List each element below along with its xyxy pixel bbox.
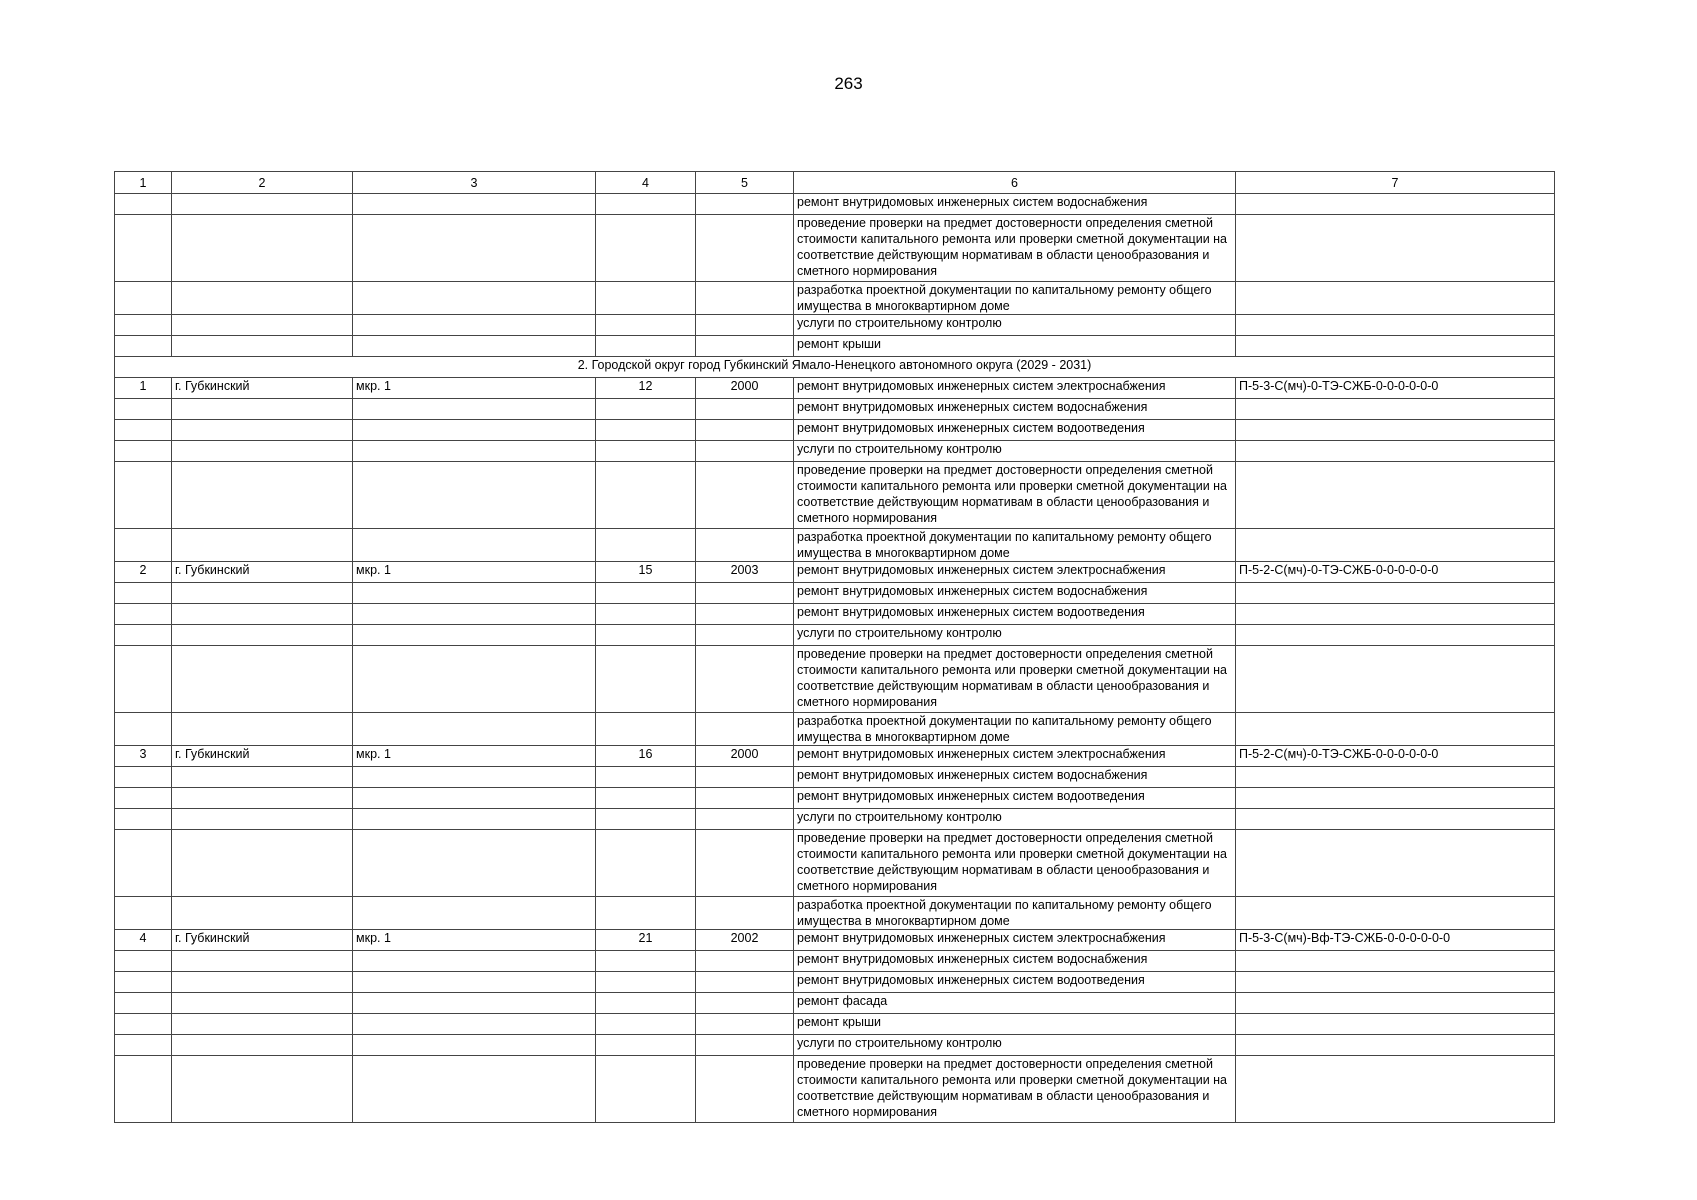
- cell-build-year: [696, 809, 794, 830]
- cell-building-code: [1236, 215, 1555, 282]
- table-row: [115, 1056, 1555, 1123]
- table-row: [115, 897, 1555, 930]
- cell-street: [353, 809, 596, 830]
- table-row: [115, 951, 1555, 972]
- cell-building-code: [1236, 1035, 1555, 1056]
- table-row: [115, 972, 1555, 993]
- cell-house-number: [596, 282, 696, 315]
- cell-street: [353, 315, 596, 336]
- cell-settlement: [172, 315, 353, 336]
- table-row: [115, 993, 1555, 1014]
- cell-street: [353, 625, 596, 646]
- cell-house-number: [596, 993, 696, 1014]
- cell-street: мкр. 1: [353, 562, 596, 583]
- cell-settlement: [172, 1056, 353, 1123]
- cell-build-year: [696, 1035, 794, 1056]
- cell-house-number: 21: [596, 930, 696, 951]
- cell-row-number: [115, 399, 172, 420]
- cell-build-year: [696, 315, 794, 336]
- cell-settlement: [172, 767, 353, 788]
- table-row: [115, 767, 1555, 788]
- cell-house-number: [596, 788, 696, 809]
- cell-street: [353, 1056, 596, 1123]
- page-number: 263: [834, 74, 863, 93]
- cell-street: [353, 646, 596, 713]
- cell-house-number: [596, 646, 696, 713]
- cell-house-number: [596, 315, 696, 336]
- cell-row-number: [115, 788, 172, 809]
- cell-building-code: П-5-3-С(мч)-Вф-ТЭ-СЖБ-0-0-0-0-0-0: [1236, 930, 1555, 951]
- cell-build-year: [696, 625, 794, 646]
- cell-row-number: [115, 282, 172, 315]
- cell-street: [353, 194, 596, 215]
- cell-build-year: [696, 441, 794, 462]
- table-body: [115, 172, 1555, 1123]
- cell-build-year: [696, 951, 794, 972]
- cell-building-code: [1236, 282, 1555, 315]
- section-row: [115, 357, 1555, 378]
- cell-street: мкр. 1: [353, 746, 596, 767]
- cell-build-year: [696, 830, 794, 897]
- cell-row-number: [115, 420, 172, 441]
- cell-street: [353, 993, 596, 1014]
- cell-row-number: [115, 1056, 172, 1123]
- table-row: [115, 830, 1555, 897]
- cell-work-type: разработка проектной документации по капитальному ремонту общего имущества в многоквартирном доме: [794, 282, 1236, 315]
- cell-street: [353, 462, 596, 529]
- header-cell-5: 5: [696, 172, 794, 194]
- cell-house-number: [596, 399, 696, 420]
- cell-settlement: [172, 529, 353, 562]
- cell-building-code: [1236, 529, 1555, 562]
- cell-house-number: [596, 767, 696, 788]
- cell-house-number: [596, 215, 696, 282]
- cell-work-type: проведение проверки на предмет достоверности определения сметной стоимости капитального ремонта или проверки сметной документации на соответствие действующим нормативам в области ценообразования и сметного нормирования: [794, 462, 1236, 529]
- cell-settlement: [172, 713, 353, 746]
- cell-building-code: [1236, 583, 1555, 604]
- cell-row-number: [115, 315, 172, 336]
- cell-work-type: разработка проектной документации по капитальному ремонту общего имущества в многоквартирном доме: [794, 897, 1236, 930]
- cell-work-type: услуги по строительному контролю: [794, 625, 1236, 646]
- cell-house-number: [596, 972, 696, 993]
- table-row: [115, 788, 1555, 809]
- cell-house-number: 16: [596, 746, 696, 767]
- cell-build-year: [696, 1056, 794, 1123]
- cell-row-number: [115, 972, 172, 993]
- cell-settlement: [172, 788, 353, 809]
- cell-settlement: [172, 897, 353, 930]
- cell-street: [353, 420, 596, 441]
- cell-work-type: услуги по строительному контролю: [794, 1035, 1236, 1056]
- cell-house-number: 15: [596, 562, 696, 583]
- cell-work-type: ремонт внутридомовых инженерных систем водоснабжения: [794, 194, 1236, 215]
- table-row: [115, 562, 1555, 583]
- cell-work-type: ремонт внутридомовых инженерных систем водоснабжения: [794, 951, 1236, 972]
- cell-build-year: [696, 993, 794, 1014]
- cell-row-number: [115, 215, 172, 282]
- cell-building-code: [1236, 972, 1555, 993]
- cell-row-number: [115, 951, 172, 972]
- cell-building-code: [1236, 625, 1555, 646]
- cell-build-year: 2000: [696, 746, 794, 767]
- cell-settlement: [172, 646, 353, 713]
- cell-house-number: 12: [596, 378, 696, 399]
- cell-house-number: [596, 420, 696, 441]
- table-row: [115, 399, 1555, 420]
- cell-settlement: [172, 441, 353, 462]
- cell-building-code: [1236, 713, 1555, 746]
- table-row: [115, 194, 1555, 215]
- cell-street: [353, 767, 596, 788]
- cell-build-year: [696, 767, 794, 788]
- cell-street: [353, 972, 596, 993]
- cell-building-code: [1236, 951, 1555, 972]
- cell-row-number: 4: [115, 930, 172, 951]
- cell-settlement: [172, 1014, 353, 1035]
- cell-house-number: [596, 1056, 696, 1123]
- header-cell-4: 4: [596, 172, 696, 194]
- cell-building-code: [1236, 788, 1555, 809]
- cell-work-type: ремонт внутридомовых инженерных систем водоотведения: [794, 604, 1236, 625]
- cell-work-type: ремонт внутридомовых инженерных систем водоотведения: [794, 972, 1236, 993]
- cell-settlement: [172, 951, 353, 972]
- cell-settlement: [172, 972, 353, 993]
- cell-street: [353, 336, 596, 357]
- cell-work-type: проведение проверки на предмет достоверности определения сметной стоимости капитального ремонта или проверки сметной документации на соответствие действующим нормативам в области ценообразования и сметного нормирования: [794, 215, 1236, 282]
- cell-work-type: проведение проверки на предмет достоверности определения сметной стоимости капитального ремонта или проверки сметной документации на соответствие действующим нормативам в области ценообразования и сметного нормирования: [794, 1056, 1236, 1123]
- cell-work-type: услуги по строительному контролю: [794, 441, 1236, 462]
- cell-row-number: [115, 993, 172, 1014]
- cell-building-code: [1236, 420, 1555, 441]
- cell-street: мкр. 1: [353, 378, 596, 399]
- cell-build-year: [696, 399, 794, 420]
- cell-row-number: [115, 625, 172, 646]
- cell-street: [353, 1014, 596, 1035]
- cell-house-number: [596, 897, 696, 930]
- cell-build-year: [696, 194, 794, 215]
- cell-settlement: [172, 462, 353, 529]
- cell-build-year: [696, 215, 794, 282]
- cell-house-number: [596, 462, 696, 529]
- table-row: [115, 315, 1555, 336]
- cell-row-number: [115, 462, 172, 529]
- cell-work-type: разработка проектной документации по капитальному ремонту общего имущества в многоквартирном доме: [794, 529, 1236, 562]
- section-title: 2. Городской округ город Губкинский Ямало-Ненецкого автономного округа (2029 - 2031): [115, 357, 1555, 378]
- table-row: [115, 1014, 1555, 1035]
- cell-settlement: [172, 215, 353, 282]
- cell-work-type: ремонт внутридомовых инженерных систем водоснабжения: [794, 399, 1236, 420]
- cell-work-type: ремонт внутридомовых инженерных систем электроснабжения: [794, 930, 1236, 951]
- table-row: [115, 604, 1555, 625]
- cell-build-year: [696, 1014, 794, 1035]
- table-row: [115, 378, 1555, 399]
- table-row: [115, 646, 1555, 713]
- cell-build-year: [696, 529, 794, 562]
- cell-work-type: ремонт внутридомовых инженерных систем электроснабжения: [794, 378, 1236, 399]
- table-row: [115, 462, 1555, 529]
- cell-house-number: [596, 830, 696, 897]
- cell-row-number: 3: [115, 746, 172, 767]
- cell-build-year: [696, 420, 794, 441]
- cell-street: [353, 951, 596, 972]
- cell-build-year: [696, 713, 794, 746]
- header-cell-6: 6: [794, 172, 1236, 194]
- cell-settlement: [172, 282, 353, 315]
- cell-work-type: проведение проверки на предмет достоверности определения сметной стоимости капитального ремонта или проверки сметной документации на соответствие действующим нормативам в области ценообразования и сметного нормирования: [794, 830, 1236, 897]
- cell-build-year: [696, 646, 794, 713]
- cell-house-number: [596, 625, 696, 646]
- cell-building-code: [1236, 809, 1555, 830]
- cell-settlement: [172, 194, 353, 215]
- cell-settlement: г. Губкинский: [172, 930, 353, 951]
- cell-street: [353, 713, 596, 746]
- cell-settlement: [172, 625, 353, 646]
- cell-build-year: [696, 604, 794, 625]
- cell-build-year: [696, 583, 794, 604]
- cell-building-code: [1236, 830, 1555, 897]
- cell-street: [353, 830, 596, 897]
- cell-street: [353, 583, 596, 604]
- cell-building-code: [1236, 897, 1555, 930]
- cell-settlement: [172, 1035, 353, 1056]
- table-row: [115, 625, 1555, 646]
- cell-row-number: [115, 1035, 172, 1056]
- cell-work-type: услуги по строительному контролю: [794, 315, 1236, 336]
- cell-house-number: [596, 441, 696, 462]
- cell-build-year: [696, 897, 794, 930]
- cell-build-year: 2003: [696, 562, 794, 583]
- cell-house-number: [596, 1014, 696, 1035]
- cell-house-number: [596, 194, 696, 215]
- cell-settlement: [172, 993, 353, 1014]
- cell-building-code: [1236, 194, 1555, 215]
- header-cell-2: 2: [172, 172, 353, 194]
- cell-row-number: 2: [115, 562, 172, 583]
- cell-building-code: [1236, 1014, 1555, 1035]
- cell-settlement: г. Губкинский: [172, 746, 353, 767]
- cell-settlement: [172, 583, 353, 604]
- cell-street: [353, 399, 596, 420]
- cell-work-type: ремонт внутридомовых инженерных систем электроснабжения: [794, 746, 1236, 767]
- cell-house-number: [596, 713, 696, 746]
- cell-work-type: ремонт фасада: [794, 993, 1236, 1014]
- cell-house-number: [596, 529, 696, 562]
- cell-work-type: ремонт внутридомовых инженерных систем электроснабжения: [794, 562, 1236, 583]
- cell-street: мкр. 1: [353, 930, 596, 951]
- cell-build-year: [696, 282, 794, 315]
- cell-building-code: П-5-2-С(мч)-0-ТЭ-СЖБ-0-0-0-0-0-0: [1236, 562, 1555, 583]
- table-row: [115, 1035, 1555, 1056]
- table-row: [115, 420, 1555, 441]
- table-row: [115, 746, 1555, 767]
- cell-house-number: [596, 336, 696, 357]
- cell-settlement: [172, 336, 353, 357]
- cell-street: [353, 897, 596, 930]
- cell-build-year: 2000: [696, 378, 794, 399]
- header-row: [115, 172, 1555, 194]
- cell-house-number: [596, 583, 696, 604]
- cell-row-number: [115, 336, 172, 357]
- cell-settlement: [172, 399, 353, 420]
- header-cell-7: 7: [1236, 172, 1555, 194]
- cell-settlement: [172, 830, 353, 897]
- cell-house-number: [596, 951, 696, 972]
- cell-row-number: [115, 583, 172, 604]
- cell-work-type: услуги по строительному контролю: [794, 809, 1236, 830]
- cell-street: [353, 788, 596, 809]
- cell-build-year: [696, 462, 794, 529]
- table-row: [115, 713, 1555, 746]
- cell-build-year: [696, 336, 794, 357]
- cell-work-type: проведение проверки на предмет достоверности определения сметной стоимости капитального ремонта или проверки сметной документации на соответствие действующим нормативам в области ценообразования и сметного нормирования: [794, 646, 1236, 713]
- cell-building-code: [1236, 462, 1555, 529]
- cell-street: [353, 441, 596, 462]
- cell-street: [353, 215, 596, 282]
- header-cell-1: 1: [115, 172, 172, 194]
- cell-building-code: [1236, 767, 1555, 788]
- cell-settlement: г. Губкинский: [172, 378, 353, 399]
- table-row: [115, 441, 1555, 462]
- cell-building-code: [1236, 399, 1555, 420]
- cell-row-number: [115, 194, 172, 215]
- cell-work-type: ремонт внутридомовых инженерных систем водоснабжения: [794, 583, 1236, 604]
- cell-work-type: разработка проектной документации по капитальному ремонту общего имущества в многоквартирном доме: [794, 713, 1236, 746]
- cell-building-code: [1236, 336, 1555, 357]
- cell-row-number: 1: [115, 378, 172, 399]
- cell-building-code: [1236, 1056, 1555, 1123]
- cell-house-number: [596, 604, 696, 625]
- cell-row-number: [115, 529, 172, 562]
- cell-work-type: ремонт внутридомовых инженерных систем водоснабжения: [794, 767, 1236, 788]
- table-row: [115, 282, 1555, 315]
- cell-building-code: [1236, 441, 1555, 462]
- table-row: [115, 809, 1555, 830]
- table-row: [115, 583, 1555, 604]
- cell-house-number: [596, 809, 696, 830]
- table-row: [115, 930, 1555, 951]
- table-row: [115, 529, 1555, 562]
- cell-row-number: [115, 441, 172, 462]
- header-cell-3: 3: [353, 172, 596, 194]
- cell-building-code: [1236, 646, 1555, 713]
- cell-work-type: ремонт внутридомовых инженерных систем водоотведения: [794, 788, 1236, 809]
- cell-settlement: [172, 809, 353, 830]
- cell-work-type: ремонт крыши: [794, 336, 1236, 357]
- cell-build-year: [696, 972, 794, 993]
- cell-settlement: г. Губкинский: [172, 562, 353, 583]
- cell-row-number: [115, 767, 172, 788]
- cell-work-type: ремонт внутридомовых инженерных систем водоотведения: [794, 420, 1236, 441]
- table-row: [115, 336, 1555, 357]
- cell-row-number: [115, 646, 172, 713]
- cell-build-year: 2002: [696, 930, 794, 951]
- cell-row-number: [115, 830, 172, 897]
- cell-row-number: [115, 713, 172, 746]
- cell-street: [353, 282, 596, 315]
- cell-building-code: [1236, 993, 1555, 1014]
- cell-building-code: [1236, 604, 1555, 625]
- cell-row-number: [115, 604, 172, 625]
- cell-street: [353, 529, 596, 562]
- cell-row-number: [115, 809, 172, 830]
- cell-house-number: [596, 1035, 696, 1056]
- cell-work-type: ремонт крыши: [794, 1014, 1236, 1035]
- cell-street: [353, 1035, 596, 1056]
- cell-settlement: [172, 420, 353, 441]
- cell-building-code: [1236, 315, 1555, 336]
- cell-row-number: [115, 1014, 172, 1035]
- cell-street: [353, 604, 596, 625]
- cell-building-code: П-5-2-С(мч)-0-ТЭ-СЖБ-0-0-0-0-0-0: [1236, 746, 1555, 767]
- cell-settlement: [172, 604, 353, 625]
- capital-repair-table: [114, 171, 1555, 1123]
- cell-row-number: [115, 897, 172, 930]
- cell-building-code: П-5-3-С(мч)-0-ТЭ-СЖБ-0-0-0-0-0-0: [1236, 378, 1555, 399]
- cell-build-year: [696, 788, 794, 809]
- table-row: [115, 215, 1555, 282]
